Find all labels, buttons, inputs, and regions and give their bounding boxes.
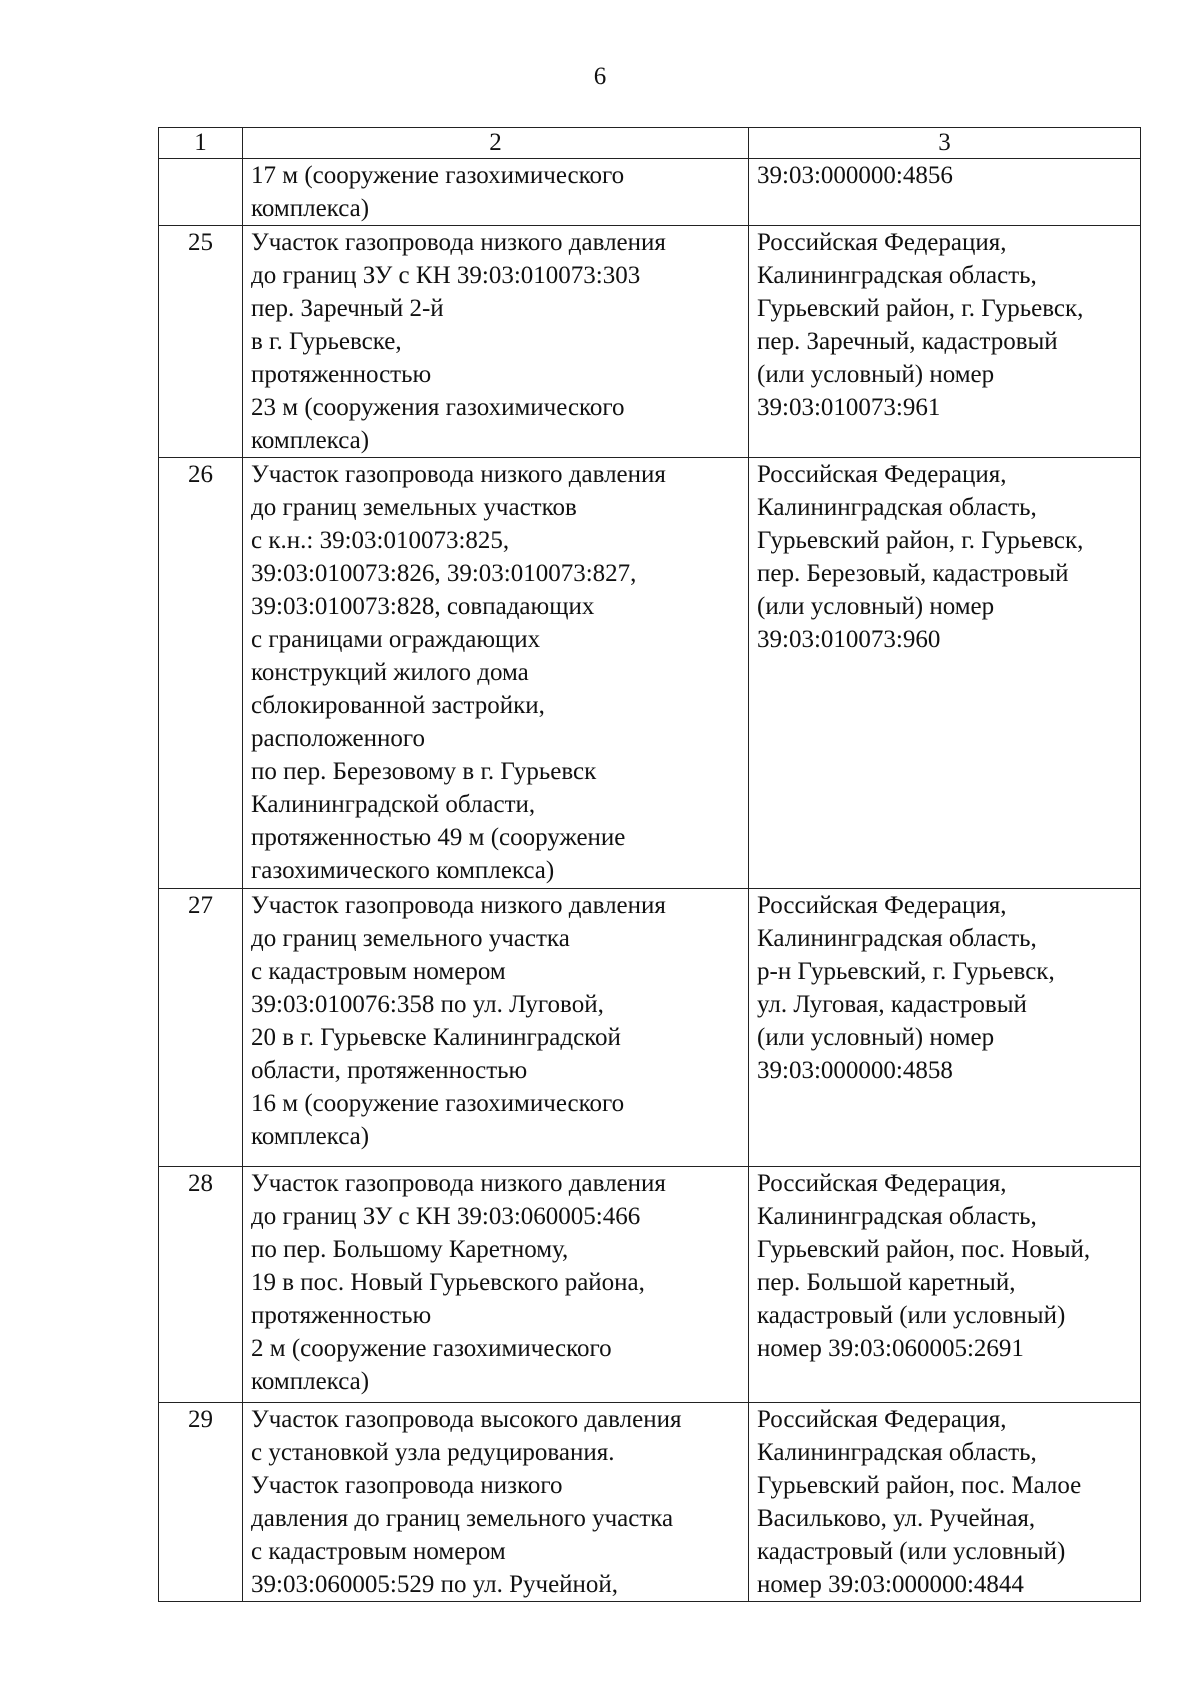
object-description: Участок газопровода низкого давления до границ ЗУ с КН 39:03:060005:466 по пер. Большому Каретному, 19 в пос. Новый Гурьевского района, протяженностью 2 м (сооружение газохимического комплекса) — [243, 1167, 749, 1403]
header-cell-1: 1 — [159, 128, 243, 159]
row-number — [159, 159, 243, 226]
header-cell-2: 2 — [243, 128, 749, 159]
object-location: Российская Федерация, Калининградская область, Гурьевский район, г. Гурьевск, пер. Заречный, кадастровый (или условный) номер 39:03:010073:961 — [749, 226, 1141, 458]
header-cell-3: 3 — [749, 128, 1141, 159]
page-number: 6 — [593, 63, 607, 90]
row-number: 27 — [159, 889, 243, 1167]
object-location: Российская Федерация, Калининградская область, Гурьевский район, пос. Новый, пер. Большой каретный, кадастровый (или условный) номер 39:03:060005:2691 — [749, 1167, 1141, 1403]
table-row — [159, 1167, 1141, 1403]
table-row — [159, 458, 1141, 889]
table-row — [159, 889, 1141, 1167]
object-location: Российская Федерация, Калининградская область, р-н Гурьевский, г. Гурьевск, ул. Луговая, кадастровый (или условный) номер 39:03:000000:4858 — [749, 889, 1141, 1167]
row-number: 25 — [159, 226, 243, 458]
object-location: Российская Федерация, Калининградская область, Гурьевский район, пос. Малое Васильково, ул. Ручейная, кадастровый (или условный) номер 39:03:000000:4844 — [749, 1403, 1141, 1602]
row-number: 28 — [159, 1167, 243, 1403]
document-table — [158, 127, 1141, 1602]
object-description: Участок газопровода высокого давления с установкой узла редуцирования. Участок газопровода низкого давления до границ земельного участка с кадастровым номером 39:03:060005:529 по ул. Ручейной, — [243, 1403, 749, 1602]
table-row — [159, 1403, 1141, 1602]
object-location: 39:03:000000:4856 — [749, 159, 1141, 226]
object-location: Российская Федерация, Калининградская область, Гурьевский район, г. Гурьевск, пер. Березовый, кадастровый (или условный) номер 39:03:010073:960 — [749, 458, 1141, 889]
object-description: Участок газопровода низкого давления до границ ЗУ с КН 39:03:010073:303 пер. Заречный 2-й в г. Гурьевске, протяженностью 23 м (сооружения газохимического комплекса) — [243, 226, 749, 458]
object-description: 17 м (сооружение газохимического комплекса) — [243, 159, 749, 226]
object-description: Участок газопровода низкого давления до границ земельного участка с кадастровым номером 39:03:010076:358 по ул. Луговой, 20 в г. Гурьевске Калининградской области, протяженностью 16 м (сооружение газохимического комплекса) — [243, 889, 749, 1167]
table-header-row — [159, 128, 1141, 159]
row-number: 26 — [159, 458, 243, 889]
object-description: Участок газопровода низкого давления до границ земельных участков с к.н.: 39:03:010073:825, 39:03:010073:826, 39:03:010073:827, 39:03:010073:828, совпадающих с границами ограждающих конструкций жилого дома сблокированной застройки, расположенного по пер. Березовому в г. Гурьевск Калининградской области, протяженностью 49 м (сооружение газохимического комплекса) — [243, 458, 749, 889]
row-number: 29 — [159, 1403, 243, 1602]
table-row — [159, 226, 1141, 458]
table-row — [159, 159, 1141, 226]
